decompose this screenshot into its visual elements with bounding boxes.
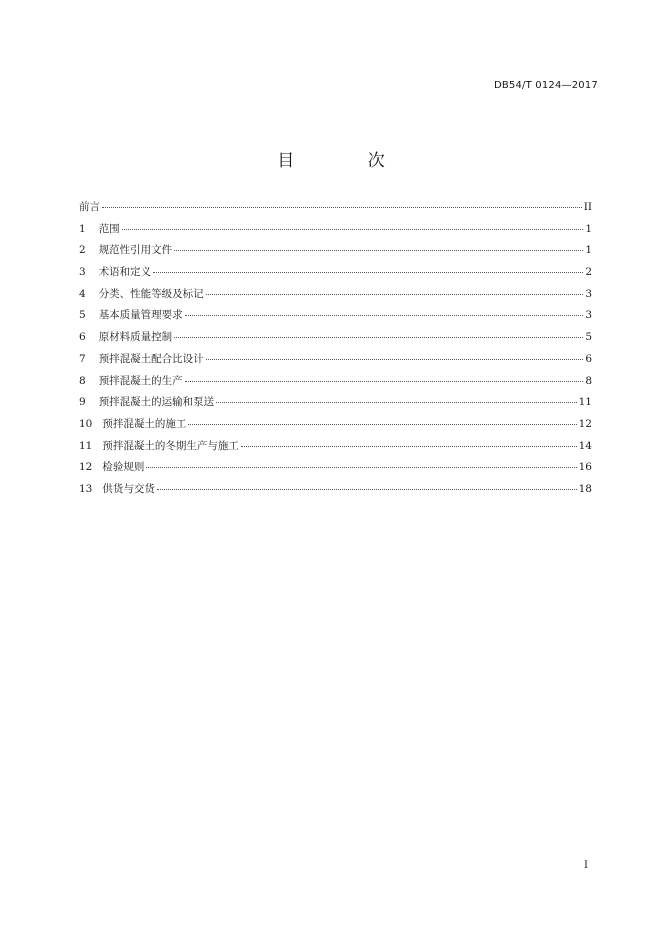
toc-entry-number: 12	[79, 461, 93, 474]
toc-entry-page: 3	[585, 309, 592, 322]
toc-entry[interactable]	[79, 242, 592, 264]
toc-entry[interactable]	[79, 481, 592, 503]
toc-entry-number: 5	[79, 309, 86, 322]
toc-entry-number: 13	[79, 482, 93, 495]
toc-entry-label: 预拌混凝土的施工	[102, 417, 187, 430]
toc-entry-label: 术语和定义	[98, 266, 152, 279]
toc-entry-number: 9	[79, 396, 86, 409]
toc-leader-dots	[157, 488, 577, 490]
toc-leader-dots	[174, 336, 583, 338]
toc-entry[interactable]	[79, 199, 592, 221]
toc-entry-page: 1	[585, 222, 592, 235]
toc-entry-page: 2	[585, 266, 592, 279]
toc-entry-page: 12	[578, 417, 592, 430]
toc-entry-number: 8	[79, 374, 86, 387]
toc-entry[interactable]	[79, 459, 592, 481]
toc-entry[interactable]	[79, 221, 592, 243]
toc-title: 目 次	[277, 151, 419, 171]
toc-leader-dots	[102, 206, 582, 208]
toc-entry[interactable]	[79, 307, 592, 329]
toc-entry-number: 3	[79, 266, 86, 279]
toc-leader-dots	[146, 466, 576, 468]
toc-entry[interactable]	[79, 394, 592, 416]
toc-entry[interactable]	[79, 438, 592, 460]
toc-entry[interactable]	[79, 264, 592, 286]
toc-leader-dots	[206, 358, 584, 360]
toc-entry-number: 6	[79, 331, 86, 344]
toc-leader-dots	[185, 380, 584, 382]
toc-entry-label: 预拌混凝土的冬期生产与施工	[102, 439, 239, 452]
toc-entry-number: 7	[79, 352, 86, 365]
toc-entry-label: 范围	[98, 222, 120, 235]
toc-entry-page: 14	[578, 439, 592, 452]
toc-leader-dots	[122, 228, 584, 230]
toc-entry-label: 分类、性能等级及标记	[98, 287, 204, 300]
toc-leader-dots	[185, 314, 584, 316]
toc-entry-page: 6	[585, 352, 592, 365]
toc-entry-number: 4	[79, 287, 86, 300]
toc-entry-page: 5	[585, 331, 592, 344]
toc-entry-label: 供货与交货	[102, 482, 155, 495]
toc-leader-dots	[188, 423, 576, 425]
toc-leader-dots	[241, 445, 577, 447]
toc-leader-dots	[206, 293, 584, 295]
toc-entry-label: 基本质量管理要求	[98, 309, 183, 322]
toc-entry[interactable]	[79, 373, 592, 395]
toc-entry-label: 前言	[79, 201, 100, 213]
toc-entry-page: 18	[578, 482, 592, 495]
document-code: DB54/T 0124—2017	[493, 80, 598, 91]
toc-list	[79, 199, 592, 503]
toc-entry-label: 检验规则	[102, 461, 145, 474]
toc-entry-page: 3	[585, 287, 592, 300]
toc-entry-page: 8	[585, 374, 592, 387]
toc-entry-page: 11	[578, 396, 592, 409]
toc-entry-label: 规范性引用文件	[98, 244, 173, 257]
toc-entry-number: 11	[79, 439, 93, 452]
toc-entry-page: 1	[585, 244, 592, 257]
toc-entry-number: 10	[79, 417, 93, 430]
toc-entry-label: 预拌混凝土配合比设计	[98, 352, 204, 365]
page-number: I	[584, 860, 588, 871]
toc-entry-number: 2	[79, 244, 86, 257]
toc-entry[interactable]	[79, 416, 592, 438]
toc-entry-label: 原材料质量控制	[98, 331, 173, 344]
toc-entry-page: 16	[578, 461, 592, 474]
toc-entry-label: 预拌混凝土的运输和泵送	[98, 396, 215, 409]
toc-entry-label: 预拌混凝土的生产	[98, 374, 183, 387]
toc-entry-number: 1	[79, 222, 86, 235]
toc-leader-dots	[153, 271, 583, 273]
toc-entry-page: II	[583, 201, 592, 213]
toc-entry[interactable]	[79, 351, 592, 373]
toc-entry[interactable]	[79, 329, 592, 351]
toc-leader-dots	[216, 401, 576, 403]
toc-leader-dots	[174, 249, 583, 251]
toc-entry[interactable]	[79, 286, 592, 308]
